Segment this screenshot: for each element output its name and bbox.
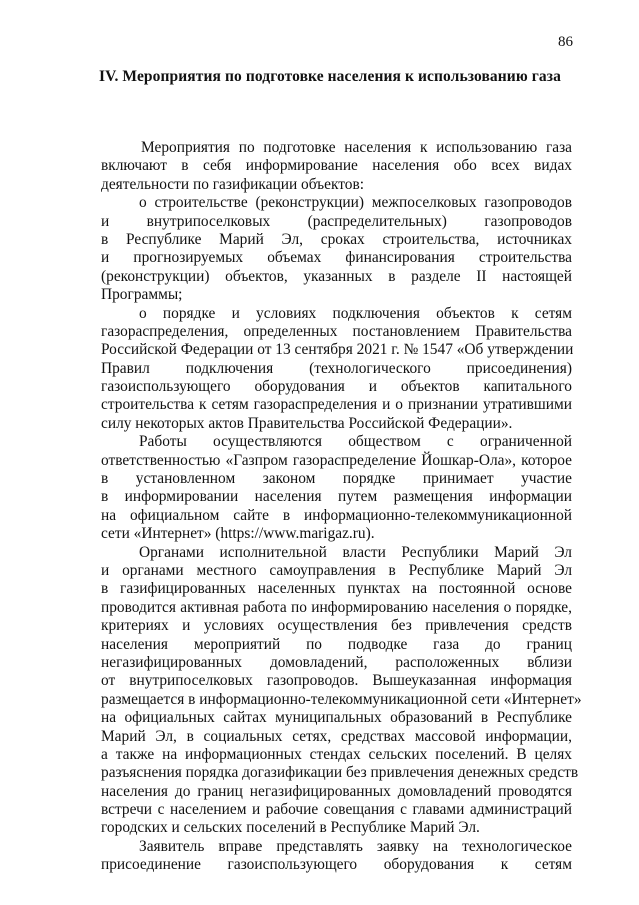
text-line: на официальных сайтах муниципальных образований в Республике [101,709,572,727]
text-line: населения мероприятий по подводке газа до границ [101,635,572,653]
text-line: Органами исполнительной власти Республики Марий Эл [139,543,572,561]
text-line: Программы; [101,286,183,304]
text-line: на официальном сайте в информационно-телекоммуникационной [101,506,572,524]
text-line: Марий Эл, в социальных сетях, средствах массовой информации, [101,727,572,745]
document-body [101,139,582,875]
page-number: 86 [558,34,573,50]
text-line: Заявитель вправе представлять заявку на технологическое [139,837,572,855]
text-line: газоиспользующего оборудования и объектов капитального [101,378,572,396]
text-line: ответственностью «Газпром газораспределение Йошкар-Ола», которое [101,451,572,469]
paragraph-intro [101,139,572,194]
text-line: газораспределения, определенных постановлением Правительства [101,322,572,340]
text-line: деятельности по газификации объектов: [101,175,365,193]
paragraph-construction [101,194,572,304]
text-line: в газифицированных населенных пунктах на постоянной основе [101,580,572,598]
text-line: Правил подключения (технологического присоединения) [101,359,572,377]
text-line: Работы осуществляются обществом с ограниченной [139,433,572,451]
paragraph-works [101,433,572,543]
paragraph-authorities [101,543,582,838]
text-line: о порядке и условиях подключения объектов к сетям [139,304,572,322]
text-line: Мероприятия по подготовке населения к использованию газа [141,139,572,156]
text-line: в Республике Марий Эл, сроках строительства, источниках [101,230,572,248]
text-line: проводится активная работа по информированию населения о порядке, [101,598,572,616]
text-line: разъяснения порядка догазификации без привлечения денежных средств [101,764,579,782]
text-line: а также на информационных стендах сельских поселений. В целях [101,745,572,763]
text-line: встречи с населением и рабочие совещания с главами администраций [101,801,572,819]
text-line: включают в себя информирование населения обо всех видах [101,157,572,175]
text-line: о строительстве (реконструкции) межпоселковых газопроводов [139,194,572,212]
text-line: критериях и условиях осуществления без привлечения средств [101,617,572,635]
text-line: населения до границ негазифицированных домовладений проводятся [101,782,572,800]
paragraph-applicant [101,838,572,875]
text-line: строительства к сетям газораспределения и о признании утратившими [101,396,572,414]
text-line: и внутрипоселковых (распределительных) газопроводов [101,212,572,230]
text-line: городских и сельских поселений в Республике Марий Эл. [101,819,480,837]
text-line: негазифицированных домовладений, расположенных вблизи [101,653,572,671]
paragraph-connection-rules [101,305,572,434]
text-line: (реконструкции) объектов, указанных в разделе II настоящей [101,267,572,285]
text-line: присоединение газоиспользующего оборудования к сетям [101,856,572,874]
section-heading: IV. Мероприятия по подготовке населения к использованию газа [99,68,561,85]
text-line: в установленном законом порядке принимает участие [101,470,572,488]
text-line: и органами местного самоуправления в Республике Марий Эл [101,561,572,579]
text-line: Российской Федерации от 13 сентября 2021 г. № 1547 «Об утверждении [101,341,574,359]
text-line: сети «Интернет» (https://www.marigaz.ru). [101,525,375,543]
text-line: от внутрипоселковых газопроводов. Вышеуказанная информация [101,672,572,690]
text-line: в информировании населения путем размещения информации [101,488,572,506]
text-line: силу некоторых актов Правительства Российской Федерации». [101,414,513,432]
text-line: размещается в информационно-телекоммуникационной сети «Интернет» [101,690,582,708]
text-line: и прогнозируемых объемах финансирования строительства [101,249,572,267]
